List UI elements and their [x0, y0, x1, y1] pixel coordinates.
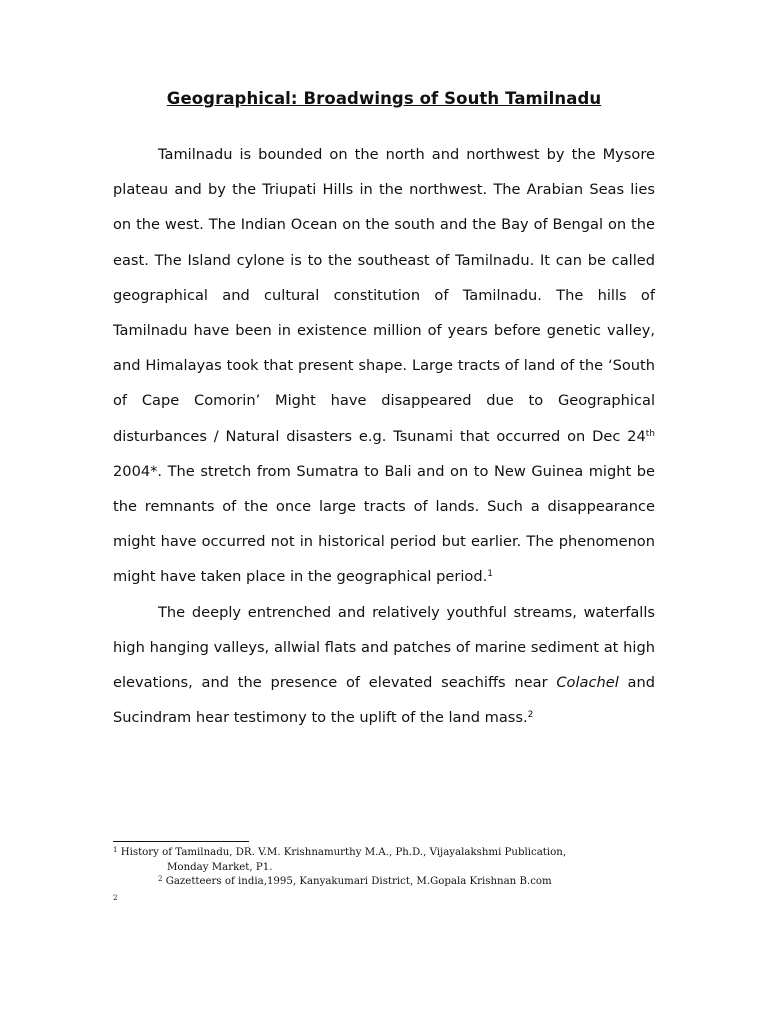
superscript-th: th: [645, 428, 655, 439]
paragraph-1: [113, 137, 655, 595]
paragraph-2: [113, 595, 655, 736]
paragraph-2-text-b: and Sucindram hear testimony to the uplift of the land mass.: [113, 674, 655, 727]
paragraph-2-italic-place: Colachel: [556, 674, 619, 692]
stray-footnote-mark: 2: [113, 893, 118, 902]
footnote-separator: [113, 841, 249, 842]
page-title: Geographical: Broadwings of South Tamilnadu: [166, 89, 602, 108]
paragraph-1-text-b: 2004*. The stretch from Sumatra to Bali and on to New Guinea might be the remnants of the once large tracts of lands. Such a disappearance might have occurred not in historical period but earlier. The phenomenon might have taken place in the geographical period.: [113, 462, 655, 586]
body-text: [113, 137, 655, 735]
footnote-1-continuation: Monday Market, P1.: [167, 861, 273, 873]
footnotes: [113, 846, 673, 904]
footnote-ref-2[interactable]: 2: [527, 710, 534, 721]
footnote-2: [113, 875, 673, 890]
footnote-1-mark: 1: [113, 846, 118, 854]
footnote-2-text: Gazetteers of india,1995, Kanyakumari District, M.Gopala Krishnan B.com: [162, 876, 552, 887]
footnote-1-text: History of Tamilnadu, DR. V.M. Krishnamurthy M.A., Ph.D., Vijayalakshmi Publication,: [117, 847, 567, 858]
footnote-1: [113, 846, 673, 861]
paragraph-1-text-a: Tamilnadu is bounded on the north and northwest by the Mysore plateau and by the Triupati Hills in the northwest. The Arabian Seas lies on the west. The Indian Ocean on the south and the Bay of Bengal on the east. The Island cylone is to the southeast of Tamilnadu. It can be called geographical and cultural constitution of Tamilnadu. The hills of Tamilnadu have been in existence million of years before genetic valley, and Himalayas took that present shape. Large tracts of land of the ‘South of Cape Comorin’ Might have disappeared due to Geographical disturbances / Natural disasters e.g. Tsunami that occurred on Dec 24: [113, 146, 655, 445]
footnote-ref-1[interactable]: 1: [487, 569, 493, 580]
footnote-2-mark: 2: [158, 875, 163, 883]
paragraph-2-text-a: The deeply entrenched and relatively youthful streams, waterfalls high hanging valleys, allwial flats and patches of marine sediment at high elevations, and the presence of elevated seachiffs near: [113, 603, 655, 692]
